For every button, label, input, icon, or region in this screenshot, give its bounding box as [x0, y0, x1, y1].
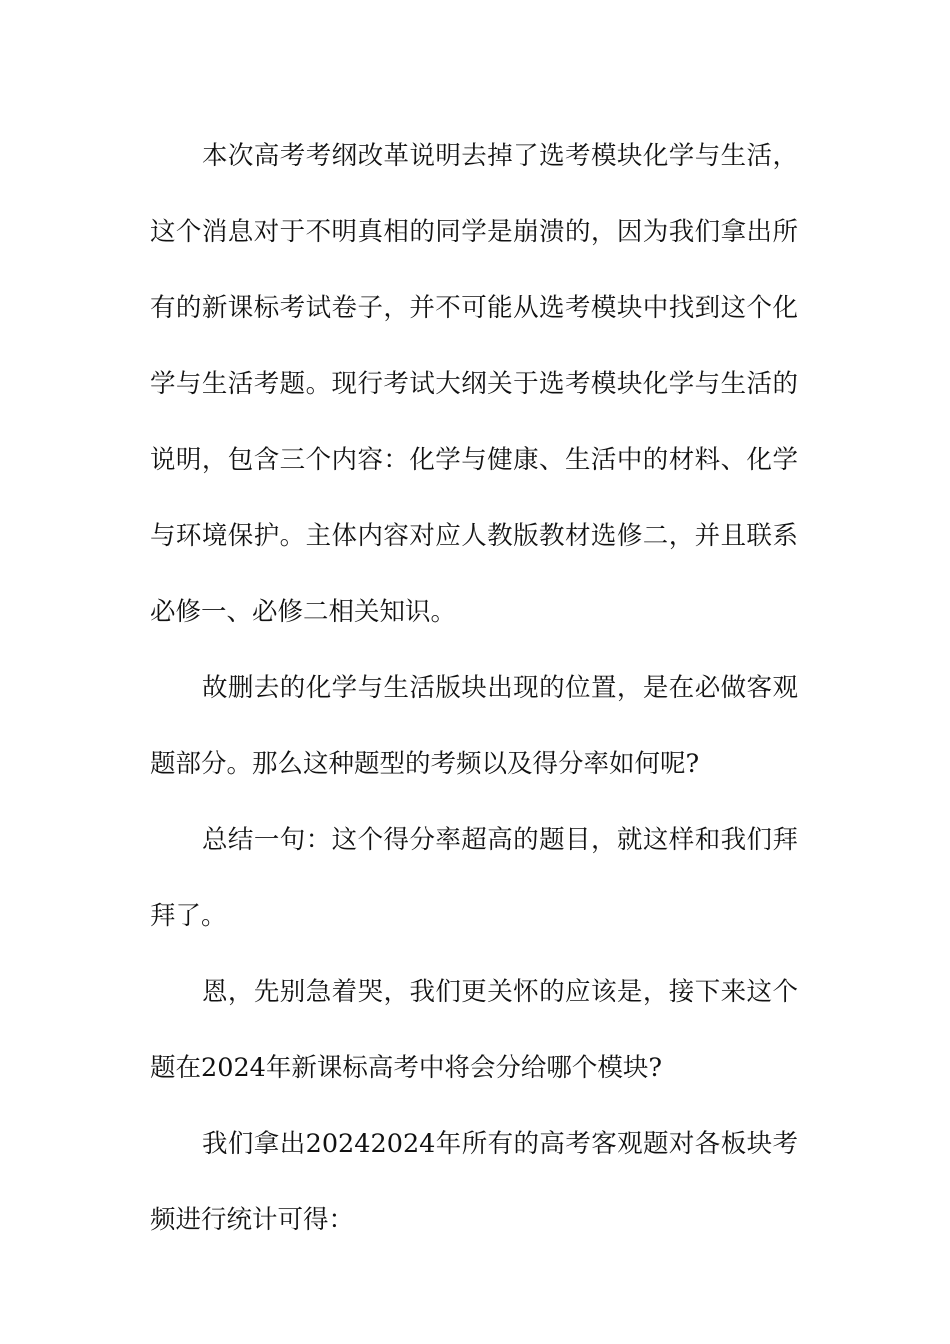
paragraph-2: 故删去的化学与生活版块出现的位置，是在必做客观题部分。那么这种题型的考频以及得分率如何呢? — [150, 673, 798, 779]
paragraph-3: 总结一句：这个得分率超高的题目，就这样和我们拜拜了。 — [150, 825, 798, 931]
document-body — [150, 118, 798, 1258]
paragraph-1: 本次高考考纲改革说明去掉了选考模块化学与生活，这个消息对于不明真相的同学是崩溃的，因为我们拿出所有的新课标考试卷子，并不可能从选考模块中找到这个化学与生活考题。现行考试大纲关于选考模块化学与生活的说明，包含三个内容：化学与健康、生活中的材料、化学与环境保护。主体内容对应人教版教材选修二，并且联系必修一、必修二相关知识。 — [150, 141, 798, 627]
paragraph-5: 我们拿出20242024年所有的高考客观题对各板块考频进行统计可得： — [150, 1129, 798, 1235]
paragraph-4: 恩，先别急着哭，我们更关怀的应该是，接下来这个题在2024年新课标高考中将会分给哪个模块? — [150, 977, 798, 1083]
